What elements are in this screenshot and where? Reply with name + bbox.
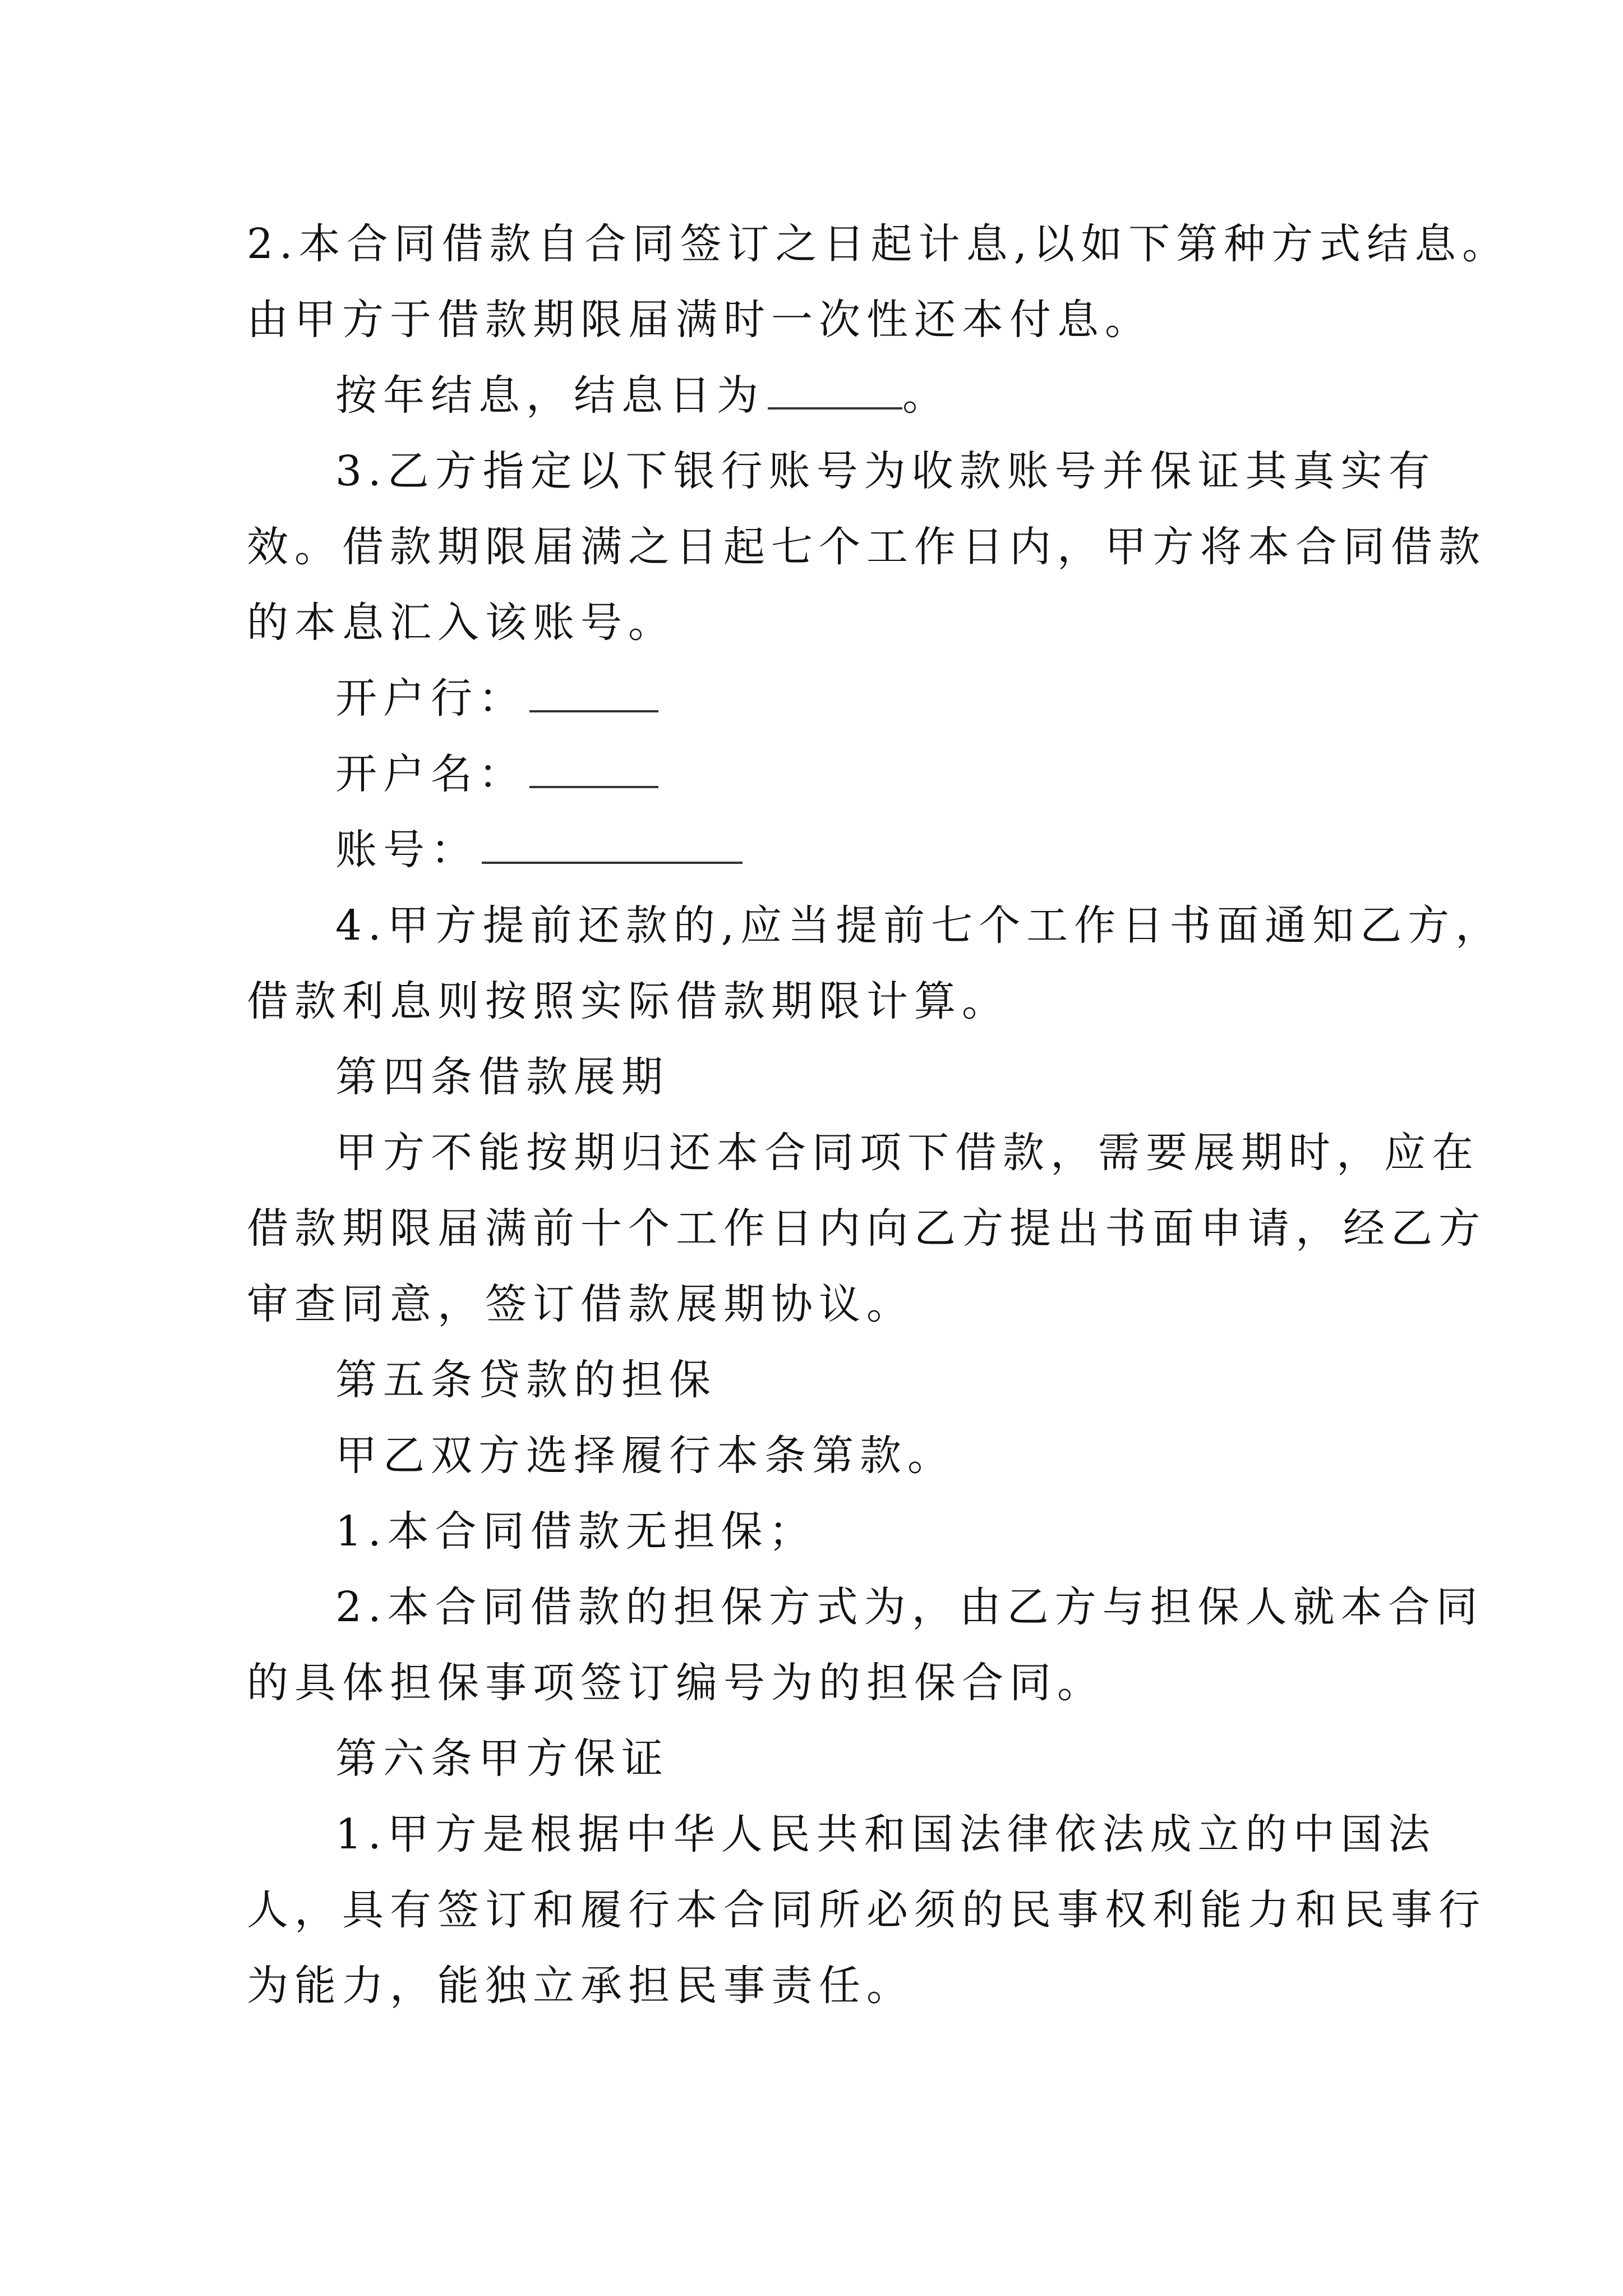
interest-date-suffix: 。: [902, 371, 950, 420]
paragraph-line: 人，具有签订和履行本合同所必须的民事权利能力和民事行: [247, 1886, 1486, 1934]
account-name-blank[interactable]: [529, 753, 658, 788]
account-number-label: 账号：: [335, 826, 478, 874]
paragraph-line: 2.本合同借款的担保方式为，由乙方与担保人就本合同: [335, 1583, 1484, 1631]
paragraph-line: 效。借款期限届满之日起七个工作日内，甲方将本合同借款: [247, 523, 1486, 571]
bank-name-label: 开户行：: [335, 674, 526, 723]
paragraph-line: 由甲方于借款期限届满时一次性还本付息。: [247, 296, 1152, 344]
account-number-line: [335, 826, 743, 874]
paragraph-line: 借款利息则按照实际借款期限计算。: [247, 977, 1009, 1025]
section-heading: 第六条甲方保证: [335, 1734, 669, 1783]
paragraph-line: 的本息汇入该账号。: [247, 599, 676, 647]
section-heading: 第四条借款展期: [335, 1053, 669, 1101]
interest-date-blank[interactable]: [768, 375, 902, 409]
paragraph-line: 1.甲方是根据中华人民共和国法律依法成立的中国法: [335, 1810, 1436, 1858]
paragraph-line: 2.本合同借款自合同签订之日起计息,以如下第种方式结息。: [247, 220, 1510, 268]
paragraph-line: 的具体担保事项签订编号为的担保合同。: [247, 1659, 1105, 1707]
interest-date-line: [335, 371, 950, 420]
account-number-blank[interactable]: [482, 829, 743, 864]
paragraph-line: 甲方不能按期归还本合同项下借款，需要展期时，应在: [335, 1129, 1479, 1177]
bank-name-blank[interactable]: [529, 678, 658, 712]
paragraph-line: 4.甲方提前还款的,应当提前七个工作日书面通知乙方，: [335, 901, 1504, 950]
paragraph-line: 1.本合同借款无担保；: [335, 1507, 817, 1556]
paragraph-line: 审查同意，签订借款展期协议。: [247, 1280, 914, 1328]
paragraph-line: 甲乙双方选择履行本条第款。: [335, 1432, 955, 1480]
paragraph-line: 为能力，能独立承担民事责任。: [247, 1962, 914, 2010]
account-name-line: [335, 750, 658, 798]
paragraph-line: 3.乙方指定以下银行账号为收款账号并保证其真实有: [335, 447, 1436, 495]
interest-date-label: 按年结息，结息日为: [335, 371, 764, 420]
account-name-label: 开户名：: [335, 750, 526, 798]
paragraph-line: 借款期限届满前十个工作日内向乙方提出书面申请，经乙方: [247, 1204, 1486, 1253]
section-heading: 第五条贷款的担保: [335, 1356, 717, 1404]
bank-name-line: [335, 674, 658, 723]
